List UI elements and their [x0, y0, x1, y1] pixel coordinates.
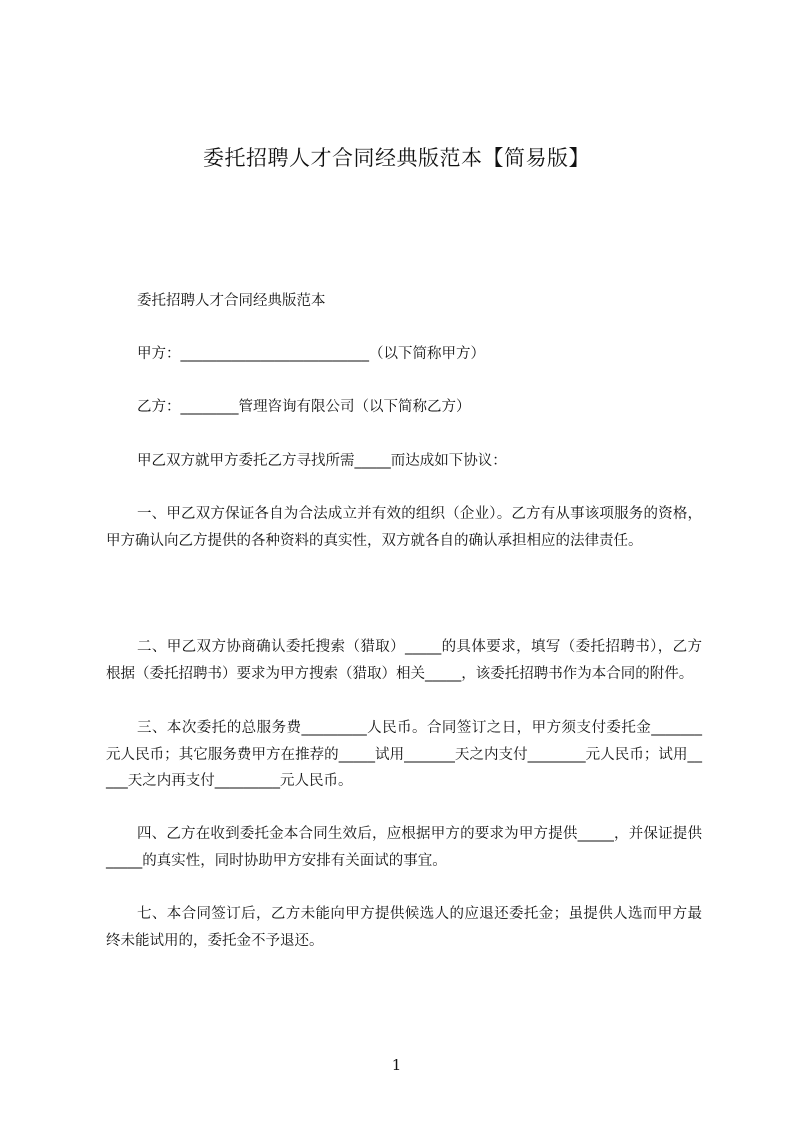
paragraph-agreement: 甲乙双方就甲方委托乙方寻找所需_____而达成如下协议： — [137, 453, 507, 469]
clause-3: 三、本次委托的总服务费_________人民币。合同签订之日，甲方须支付委托金_______元人民币；其它服务费甲方在推荐的_____试用_______天之内支付________元人民币；试用_____天之内再支付_________元人民币。 — [106, 720, 702, 789]
clause-4: 四、乙方在收到委托金本合同生效后，应根据甲方的要求为甲方提供_____，并保证提供_____的真实性，同时协助甲方安排有关面试的事宜。 — [106, 826, 702, 869]
document-title: 委托招聘人才合同经典版范本【简易版】 — [203, 146, 590, 170]
clause-1: 一、甲乙双方保证各自为合法成立并有效的组织（企业）。乙方有从事该项服务的资格，甲方确认向乙方提供的各种资料的真实性，双方就各自的确认承担相应的法律责任。 — [106, 506, 702, 549]
clause-7: 七、本合同签订后，乙方未能向甲方提供候选人的应退还委托金；虽提供人选而甲方最终未能试用的，委托金不予退还。 — [106, 906, 702, 949]
page-number: 1 — [391, 1056, 402, 1074]
clause-2: 二、甲乙双方协商确认委托搜索（猎取）_____的具体要求，填写（委托招聘书），乙方根据（委托招聘书）要求为甲方搜索（猎取）相关_____，该委托招聘书作为本合同的附件。 — [106, 639, 702, 682]
paragraph-party-b: 乙方：________管理咨询有限公司（以下简称乙方） — [137, 399, 471, 415]
paragraph-intro: 委托招聘人才合同经典版范本 — [137, 293, 326, 309]
paragraph-party-a: 甲方：__________________________（以下简称甲方） — [137, 346, 485, 362]
